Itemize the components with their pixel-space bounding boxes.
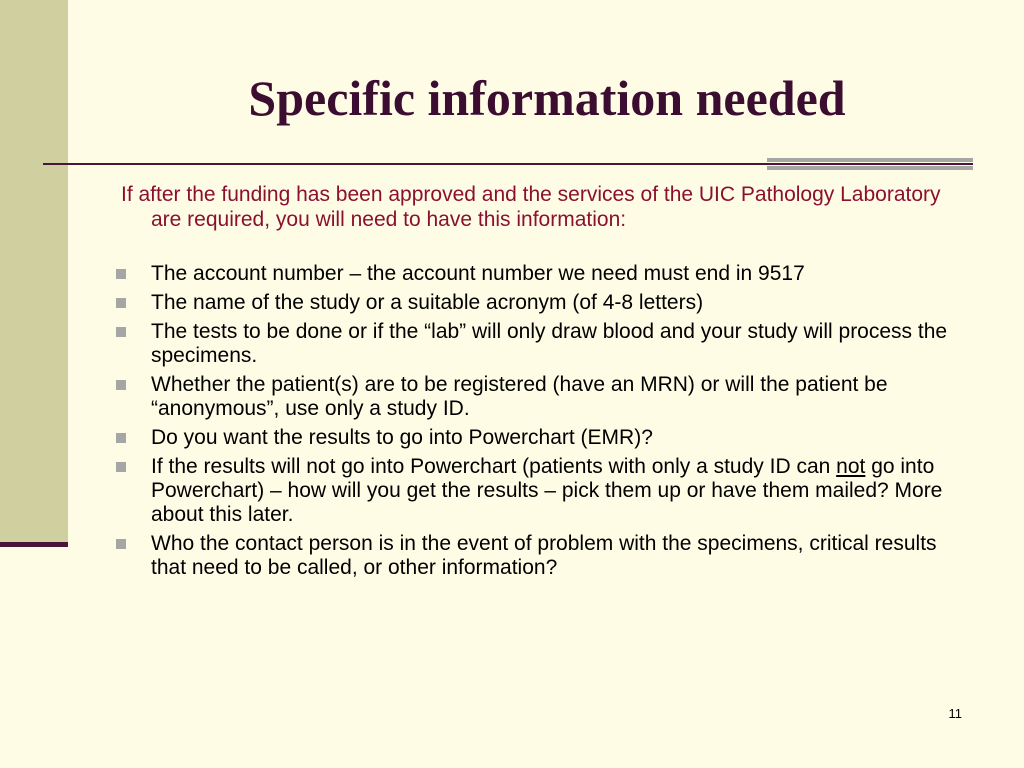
bullet-text-emphasis: not <box>836 455 866 478</box>
bullet-item <box>113 373 973 421</box>
bullet-item <box>113 320 973 368</box>
square-bullet-icon <box>116 269 126 279</box>
accent-bar <box>767 166 973 170</box>
bullet-text: Who the contact person is in the event of problem with the specimens, critical results that need to be called, or other information? <box>151 532 937 579</box>
square-bullet-icon <box>116 433 126 443</box>
intro-text: If after the funding has been approved and the services of the UIC Pathology Laboratory are required, you will need to have this information: <box>121 183 941 231</box>
bullet-text-post: go into Powerchart) – how will you get the results – pick them up or have them mailed? More about this later. <box>151 455 943 526</box>
page-number: 11 <box>948 706 962 721</box>
square-bullet-icon <box>116 462 126 472</box>
bullet-item <box>113 455 973 527</box>
bullet-text: The name of the study or a suitable acronym (of 4-8 letters) <box>151 291 704 314</box>
bullet-text: Whether the patient(s) are to be registered (have an MRN) or will the patient be “anonymous”, use only a study ID. <box>151 373 888 420</box>
bullet-item <box>113 262 973 286</box>
accent-bar <box>767 158 973 162</box>
side-decor-rule <box>0 542 68 547</box>
bullet-item <box>113 291 973 315</box>
square-bullet-icon <box>116 539 126 549</box>
bullet-text: Do you want the results to go into Powerchart (EMR)? <box>151 426 653 449</box>
accent-bars <box>767 158 973 174</box>
side-decor-bar <box>0 0 68 542</box>
bullet-item <box>113 532 973 580</box>
square-bullet-icon <box>116 380 126 390</box>
bullet-text: The tests to be done or if the “lab” will only draw blood and your study will process the specimens. <box>151 320 948 367</box>
bullet-item <box>113 426 973 450</box>
bullet-text: The account number – the account number we need must end in 9517 <box>151 262 805 285</box>
bullet-list <box>113 262 973 585</box>
square-bullet-icon <box>116 298 126 308</box>
slide-title: Specific information needed <box>248 70 846 126</box>
square-bullet-icon <box>116 327 126 337</box>
bullet-text-pre: If the results will not go into Powerchart (patients with only a study ID can <box>151 455 837 478</box>
